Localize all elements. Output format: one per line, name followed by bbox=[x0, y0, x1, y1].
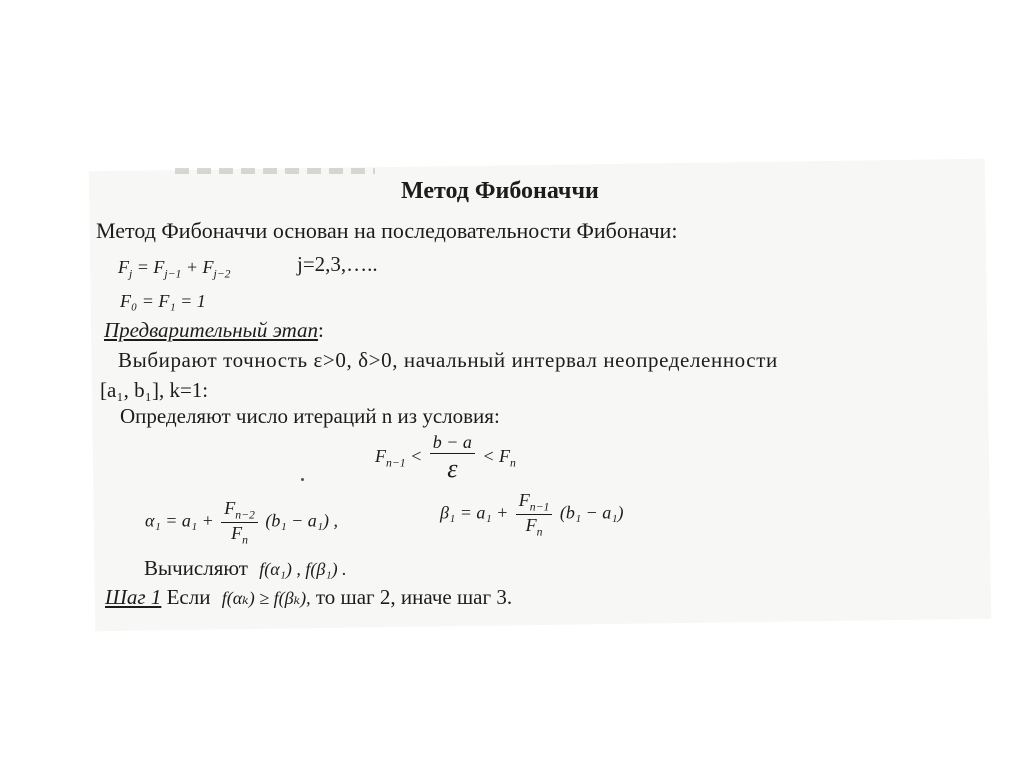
intro-text: Метод Фибоначчи основан на последовательности Фибоначи: bbox=[96, 218, 678, 243]
step1-line: Шаг 1 Если f(αₖ) ≥ f(βₖ), то шаг 2, иначе шаг 3. bbox=[105, 585, 513, 609]
initial-values: F₀ = F₁ = 1 bbox=[120, 291, 206, 311]
recurrence-formula: $F_j = F_{j-1} + F_{j-2}$ bbox=[118, 257, 231, 281]
prelim-text-2: [a₁, b₁], k=1: bbox=[100, 378, 209, 402]
beta-formula: β₁ = a₁ + $\frac{F_{n-1}}{F_n}$ (b₁ − a₁) bbox=[440, 490, 624, 539]
prelim-heading: Предварительный этап bbox=[104, 318, 319, 342]
page-title: Метод Фибоначчи bbox=[401, 178, 599, 204]
recurrence-range: j=2,3,….. bbox=[297, 252, 378, 276]
scan-artifact bbox=[175, 168, 375, 174]
prelim-heading-line: Предварительный этап: bbox=[104, 318, 324, 342]
iterations-text: Определяют число итераций n из условия: bbox=[120, 404, 500, 428]
alpha-formula: α₁ = a₁ + $\frac{F_{n-2}}{F_n}$ (b₁ − a₁) , bbox=[145, 498, 338, 547]
scan-speck bbox=[301, 478, 304, 481]
iteration-condition: $F_{n-1}$ < $\frac{b - a}{\varepsilon}$ < $F_n$ bbox=[375, 432, 516, 483]
step1-label: Шаг 1 bbox=[105, 585, 162, 609]
compute-line: Вычисляют f(α₁) , f(β₁) . bbox=[144, 556, 347, 580]
prelim-text-1: Выбирают точность ε>0, δ>0, начальный интервал неопределенности bbox=[118, 348, 778, 372]
